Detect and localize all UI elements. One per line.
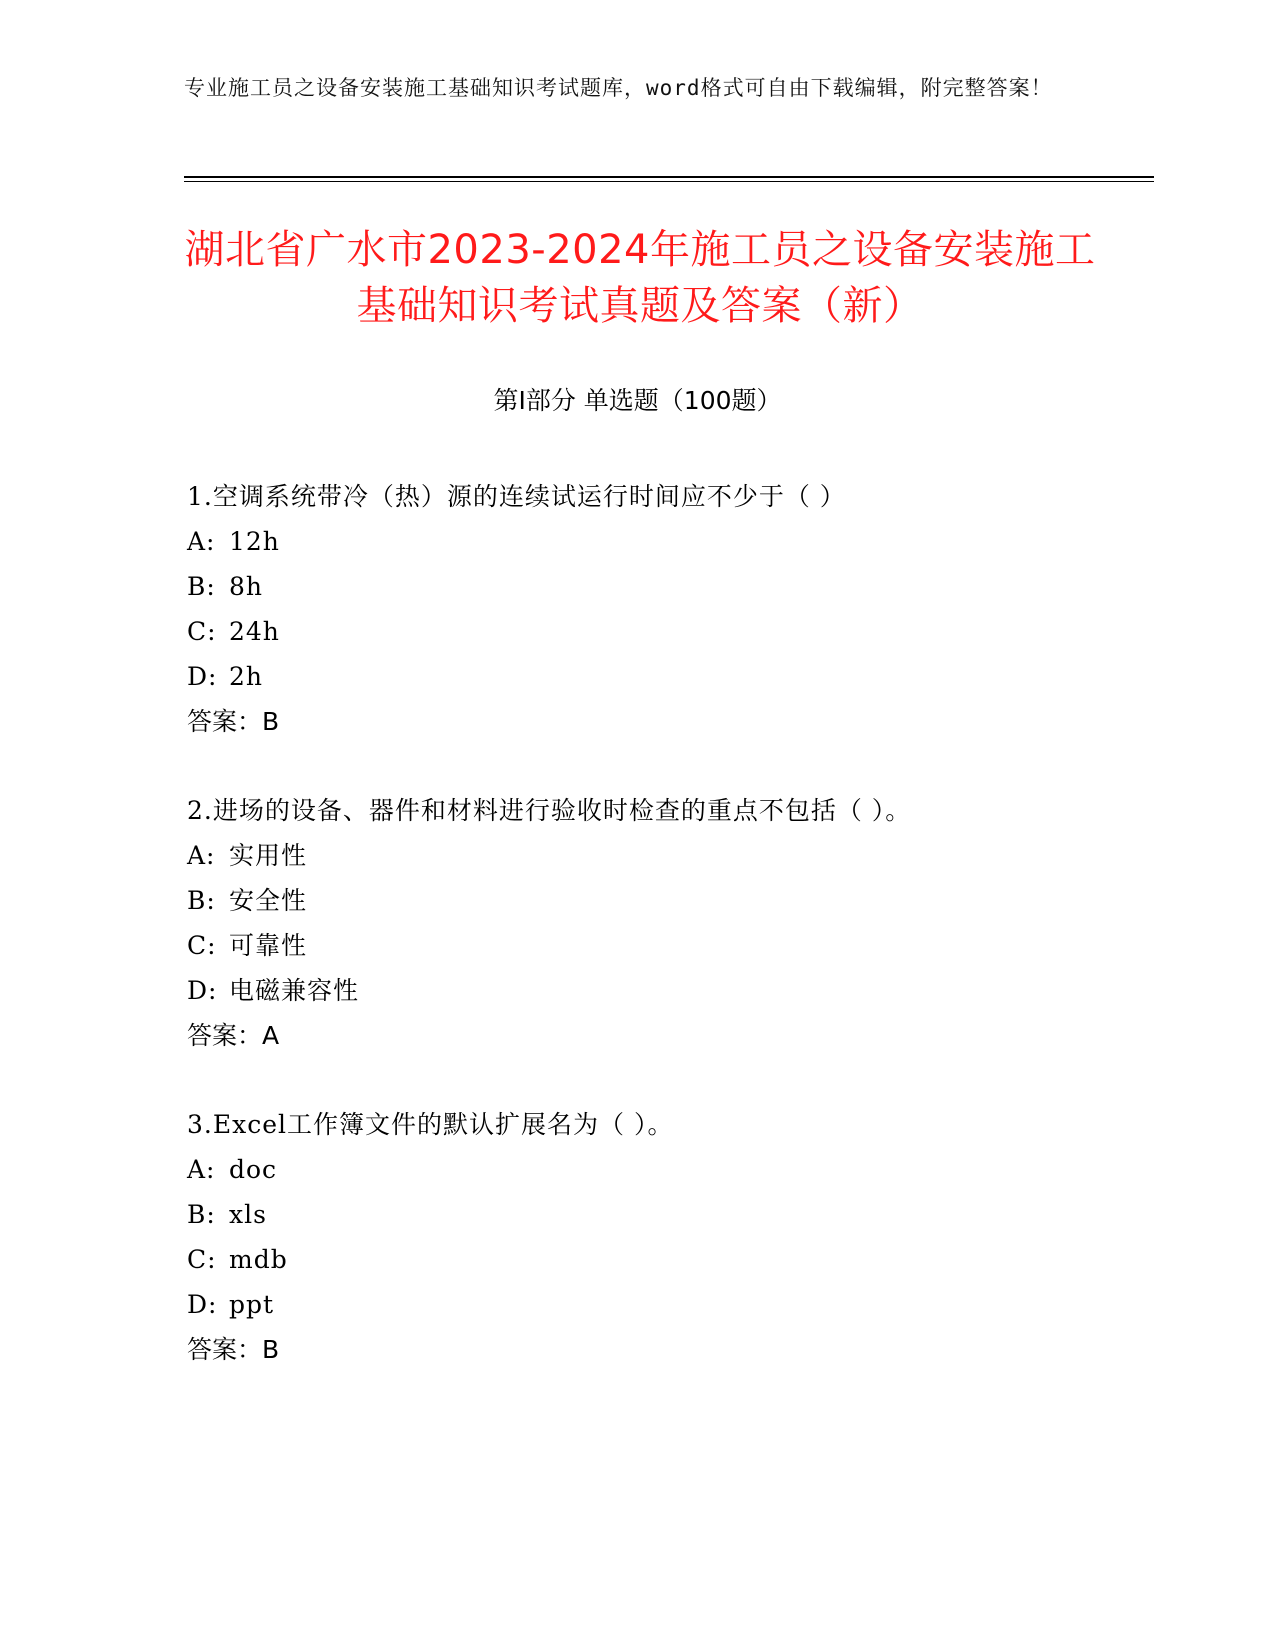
option-text: ppt bbox=[229, 1290, 275, 1319]
option-text: 24h bbox=[229, 617, 280, 646]
option-label: C: bbox=[187, 1245, 217, 1274]
option-d bbox=[187, 968, 1147, 1013]
answer-line: 答案：B bbox=[187, 707, 280, 736]
option-label: B: bbox=[187, 572, 216, 601]
option-label: B: bbox=[187, 1200, 216, 1229]
option-label: B: bbox=[187, 886, 216, 915]
answer-line: 答案：B bbox=[187, 1335, 280, 1364]
option-c bbox=[187, 923, 1147, 968]
question-2 bbox=[187, 788, 1147, 1058]
option-text: doc bbox=[229, 1155, 278, 1184]
option-label: A: bbox=[187, 841, 216, 870]
option-b bbox=[187, 1192, 1147, 1237]
option-b bbox=[187, 564, 1147, 609]
option-a bbox=[187, 519, 1147, 564]
question-stem: 1.空调系统带冷（热）源的连续试运行时间应不少于（ ） bbox=[187, 482, 846, 511]
question-stem: 3.Excel工作簿文件的默认扩展名为（ ）。 bbox=[187, 1110, 674, 1139]
option-text: 8h bbox=[229, 572, 264, 601]
header-note: 专业施工员之设备安装施工基础知识考试题库，word格式可自由下载编辑，附完整答案！ bbox=[184, 76, 1053, 100]
header-divider-thin bbox=[184, 181, 1154, 182]
option-text: 实用性 bbox=[229, 841, 308, 870]
option-d bbox=[187, 654, 1147, 699]
question-1 bbox=[187, 474, 1147, 744]
option-text: mdb bbox=[229, 1245, 288, 1274]
option-text: 安全性 bbox=[229, 886, 308, 915]
answer-line: 答案：A bbox=[187, 1021, 280, 1050]
option-b bbox=[187, 878, 1147, 923]
option-text: 12h bbox=[229, 527, 280, 556]
question-3 bbox=[187, 1102, 1147, 1372]
option-a bbox=[187, 833, 1147, 878]
question-list bbox=[187, 474, 1147, 1416]
option-c bbox=[187, 1237, 1147, 1282]
section-title: 第Ⅰ部分 单选题（100题） bbox=[493, 386, 782, 415]
option-label: D: bbox=[187, 662, 218, 691]
option-label: D: bbox=[187, 976, 218, 1005]
document-title: 湖北省广水市2023-2024年施工员之设备安装施工基础知识考试真题及答案（新） bbox=[184, 227, 1096, 329]
header-divider-thick bbox=[184, 176, 1154, 178]
option-text: 可靠性 bbox=[229, 931, 308, 960]
option-label: C: bbox=[187, 931, 217, 960]
option-label: D: bbox=[187, 1290, 218, 1319]
option-a bbox=[187, 1147, 1147, 1192]
option-label: C: bbox=[187, 617, 217, 646]
question-stem: 2.进场的设备、器件和材料进行验收时检查的重点不包括（ ）。 bbox=[187, 796, 912, 825]
option-label: A: bbox=[187, 1155, 216, 1184]
option-text: xls bbox=[229, 1200, 267, 1229]
option-c bbox=[187, 609, 1147, 654]
option-d bbox=[187, 1282, 1147, 1327]
option-text: 2h bbox=[229, 662, 264, 691]
option-label: A: bbox=[187, 527, 216, 556]
option-text: 电磁兼容性 bbox=[229, 976, 360, 1005]
